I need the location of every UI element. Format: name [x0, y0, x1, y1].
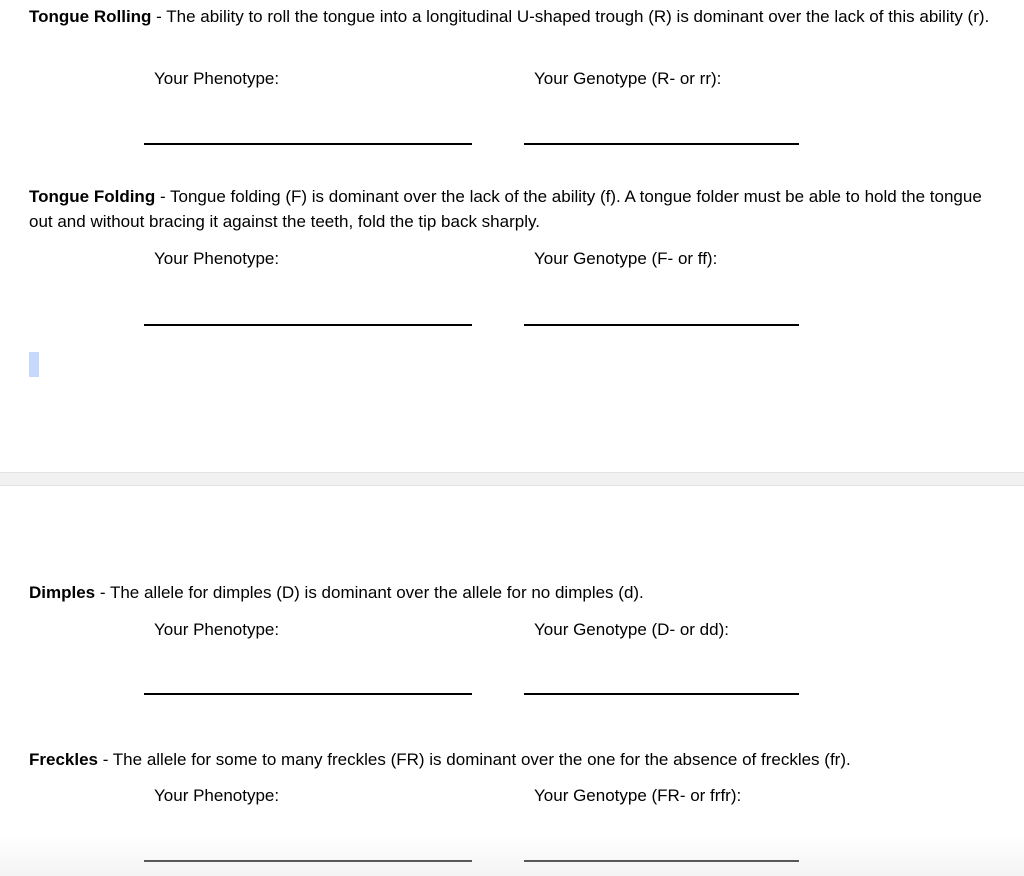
trait-name: Tongue Rolling: [29, 7, 152, 26]
trait-description: - The allele for some to many freckles (FR) is dominant over the one for the absence of freckles (fr).: [98, 750, 851, 769]
phenotype-answer-line[interactable]: [144, 324, 472, 326]
trait-name: Freckles: [29, 750, 98, 769]
genotype-answer-line[interactable]: [524, 143, 799, 145]
genotype-answer-line[interactable]: [524, 693, 799, 695]
genotype-answer-line[interactable]: [524, 324, 799, 326]
phenotype-answer-line[interactable]: [144, 860, 472, 862]
trait-dimples-text: [29, 580, 994, 605]
genotype-answer-line[interactable]: [524, 860, 799, 862]
genotype-label: Your Genotype (FR- or frfr):: [534, 786, 742, 805]
phenotype-label: Your Phenotype:: [154, 69, 280, 88]
page-break: [0, 472, 1024, 486]
phenotype-label: Your Phenotype:: [154, 786, 280, 805]
genotype-label: Your Genotype (D- or dd):: [534, 620, 729, 639]
trait-description: - The allele for dimples (D) is dominant over the allele for no dimples (d).: [95, 583, 644, 602]
trait-name: Tongue Folding: [29, 187, 156, 206]
genotype-label: Your Genotype (F- or ff):: [534, 249, 718, 268]
phenotype-answer-line[interactable]: [144, 693, 472, 695]
trait-tongue-rolling-text: [29, 4, 994, 29]
phenotype-answer-line[interactable]: [144, 143, 472, 145]
trait-tongue-folding-text: [29, 184, 994, 234]
text-cursor-selection[interactable]: [29, 352, 39, 377]
phenotype-label: Your Phenotype:: [154, 249, 280, 268]
trait-description: - Tongue folding (F) is dominant over the lack of the ability (f). A tongue folder must be able to hold the tongue out and without bracing it against the teeth, fold the tip back sharply.: [29, 187, 982, 231]
trait-name: Dimples: [29, 583, 96, 602]
page-bottom-shadow: [0, 836, 1024, 876]
trait-freckles-text: [29, 747, 994, 772]
phenotype-label: Your Phenotype:: [154, 620, 280, 639]
trait-description: - The ability to roll the tongue into a longitudinal U-shaped trough (R) is dominant over the lack of this ability (r).: [151, 7, 990, 26]
genotype-label: Your Genotype (R- or rr):: [534, 69, 722, 88]
document-page-2: [0, 486, 1024, 876]
